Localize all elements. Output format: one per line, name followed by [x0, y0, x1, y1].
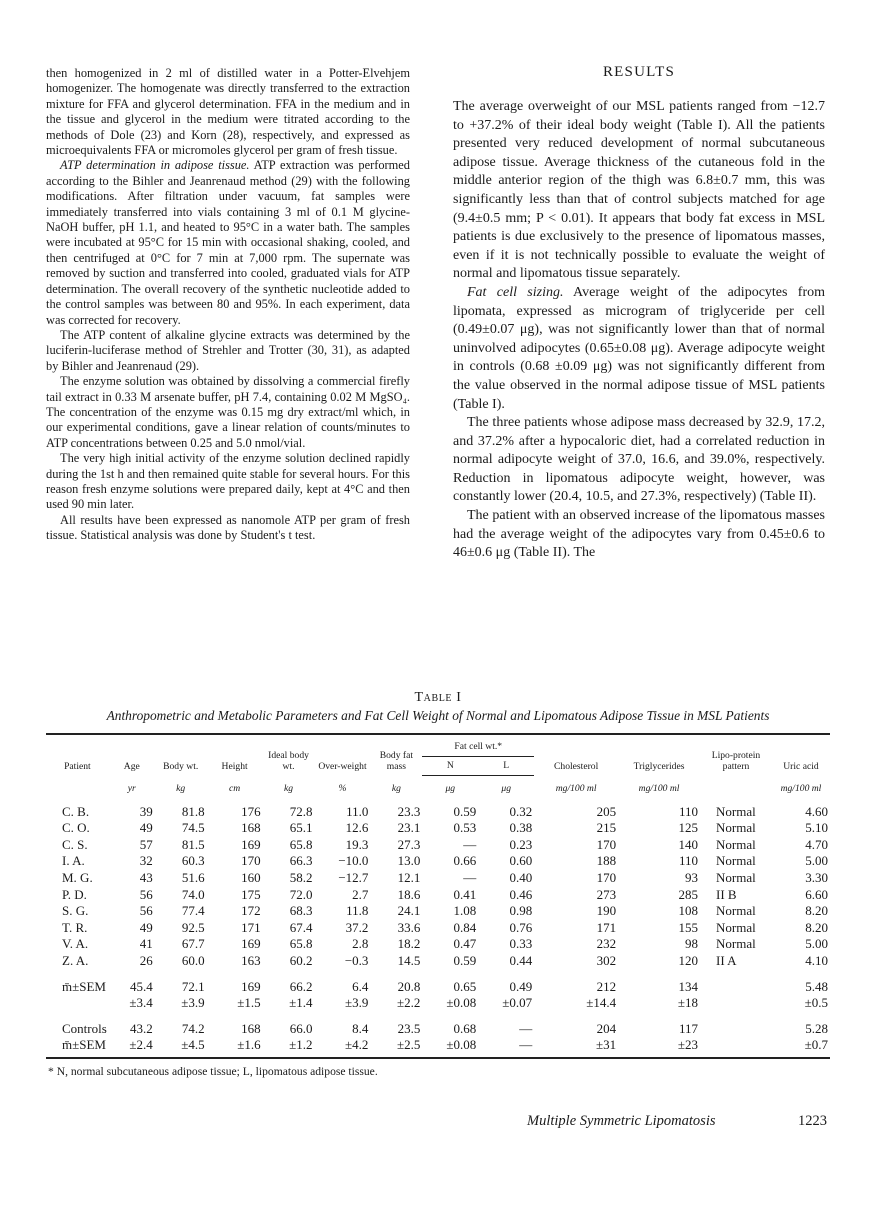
- table-cell: Z. A.: [62, 952, 89, 968]
- table-cell: ±0.5: [804, 995, 828, 1011]
- table-cell: 0.68: [453, 1020, 477, 1036]
- paragraph: [453, 284, 825, 414]
- paragraph-text: The ATP content of alkaline glycine extracts was determined by the luciferin-luciferase method of Strehler and Trotter (30, 31), as adapted by Bihler and Jeanrenaud (29).: [46, 327, 410, 373]
- table-cell: 163: [241, 952, 261, 968]
- table-cell: kg: [391, 782, 401, 794]
- table-cell: 4.60: [805, 803, 828, 819]
- col-header-body-wt: Body wt.: [155, 734, 207, 776]
- table-cell: 65.8: [289, 936, 313, 952]
- table-cell: 18.6: [397, 886, 421, 902]
- table-cell: T. R.: [62, 919, 88, 935]
- table-cell: ±2.2: [396, 995, 421, 1011]
- table-cell: ±3.9: [181, 995, 205, 1011]
- table-cell: 92.5: [181, 919, 205, 935]
- table-cell: Normal: [715, 803, 756, 819]
- table-row: [46, 936, 830, 953]
- table-cell: [46, 995, 109, 1012]
- col-header-n: N: [422, 757, 478, 776]
- paragraph-text: then homogenized in 2 ml of distilled water in a Potter-Elvehjem homogenizer. The homogenate was directly transferred to the extraction mixture for FFA and glycerol determination. FFA in the medium and in the tissue and glycerol in the medium were titrated according to the methods of Dole (23) and Korn (28), respectively, and expressed as microequivalents FFA or micromoles glycerol per gram of fresh tissue.: [46, 66, 410, 158]
- paragraph: [46, 328, 410, 374]
- results-body: [453, 98, 825, 563]
- table-cell: 81.5: [181, 836, 205, 852]
- table-cell: %: [338, 782, 347, 794]
- table-cell: 2.7: [352, 886, 369, 902]
- table-cell: 169: [241, 978, 261, 994]
- table-cell: 5.10: [805, 820, 828, 836]
- page-number: 1223: [798, 1113, 827, 1129]
- table-cell: 212: [596, 978, 617, 994]
- table-cell: 12.6: [345, 820, 369, 836]
- table-cell: Normal: [715, 853, 756, 869]
- table-cell: Normal: [715, 936, 756, 952]
- paragraph: [46, 158, 410, 327]
- table-cell: 8.20: [805, 919, 828, 935]
- table-cell: 60.3: [181, 853, 205, 869]
- table-cell: 98: [684, 936, 698, 952]
- table-cell: 1.08: [453, 903, 477, 919]
- table-cell: [700, 1037, 772, 1058]
- table-cell: 45.4: [129, 978, 153, 994]
- table-caption: Anthropometric and Metabolic Parameters and Fat Cell Weight of Normal and Lipomatous Adipose Tissue in MSL Patients: [106, 708, 770, 723]
- table-cell: Normal: [715, 836, 756, 852]
- table-cell: ±2.4: [109, 1037, 155, 1058]
- data-table: [46, 733, 830, 1059]
- table-cell: Normal: [715, 903, 756, 919]
- table-cell: 171: [241, 919, 261, 935]
- table-cell: 24.1: [397, 903, 421, 919]
- col-header-overweight: Over-weight: [315, 734, 371, 776]
- table-cell: 67.7: [181, 936, 205, 952]
- table-cell: 58.2: [289, 869, 313, 885]
- table-cell: 74.5: [181, 820, 205, 836]
- col-header-l: L: [478, 757, 534, 776]
- table-cell: 66.2: [289, 978, 313, 994]
- paragraph-text: The very high initial activity of the enzyme solution declined rapidly during the 1st h and then remained quite stable for several hours. For this reason fresh enzyme solutions were prepared daily, kept at 4°C and then used 90 min later.: [46, 451, 410, 512]
- table-cell: V. A.: [62, 936, 89, 952]
- table-cell: −12.7: [338, 869, 369, 885]
- table-cell: 0.66: [453, 853, 477, 869]
- col-header-cholesterol: Cholesterol: [534, 734, 618, 776]
- paragraph: [46, 451, 410, 513]
- table-cell: 110: [678, 853, 698, 869]
- table-cell: 0.49: [509, 978, 533, 994]
- table-cell: ±18: [677, 995, 698, 1011]
- table-cell: 215: [596, 820, 617, 836]
- table-cell: [46, 776, 109, 804]
- table-cell: cm: [229, 782, 241, 794]
- table-cell: 6.60: [805, 886, 828, 902]
- table-cell: —: [519, 1020, 533, 1036]
- table-cell: 232: [596, 936, 617, 952]
- table-cell: ±14.4: [586, 995, 617, 1011]
- table-cell: 20.8: [397, 978, 421, 994]
- table-cell: 65.1: [289, 820, 313, 836]
- table-cell: 188: [596, 853, 617, 869]
- table-cell: 108: [678, 903, 698, 919]
- table-cell: ±0.08: [422, 1037, 478, 1058]
- table-row: [46, 953, 830, 970]
- running-footer: [527, 1113, 827, 1130]
- table-cell: 66.3: [289, 853, 313, 869]
- table-cell: m̄±SEM: [62, 978, 106, 994]
- table-cell: 4.10: [805, 952, 828, 968]
- table-cell: 0.41: [453, 886, 477, 902]
- col-header-patient: Patient: [46, 734, 109, 776]
- table-cell: 23.3: [397, 803, 421, 819]
- table-cell: ±4.2: [315, 1037, 371, 1058]
- table-cell: 32: [139, 853, 153, 869]
- paragraph-text: Average weight of the adipocytes from lipomata, expressed as microgram of triglyceride per cell (0.49±0.07 μg), was not significantly lower than that of normal uninvolved adipocytes (0.65±0.08 μg). Average adipocyte weight in controls (0.68 ±0.09 μg) was not significantly different from the value observed in the normal adipose tissue of MSL patients (Table I).: [453, 284, 825, 412]
- table-cell: 0.38: [509, 820, 533, 836]
- table-cell: 176: [241, 803, 261, 819]
- table-cell: 74.0: [181, 886, 205, 902]
- table-cell: 11.8: [346, 903, 369, 919]
- table-1: [46, 690, 830, 1078]
- table-cell: 27.3: [397, 836, 421, 852]
- table-row: [46, 870, 830, 887]
- table-cell: 5.48: [805, 978, 828, 994]
- table-cell: 33.6: [397, 919, 421, 935]
- table-cell: 39: [139, 803, 153, 819]
- table-cell: —: [463, 836, 477, 852]
- table-cell: 0.76: [509, 919, 533, 935]
- table-cell: yr: [127, 782, 136, 794]
- table-cell: 4.70: [805, 836, 828, 852]
- table-cell: 302: [596, 952, 617, 968]
- table-cell: 43: [139, 869, 153, 885]
- col-header-body-fat-mass: Body fat mass: [370, 734, 422, 776]
- table-cell: II B: [715, 886, 737, 902]
- table-cell: 0.60: [509, 853, 533, 869]
- table-cell: 169: [241, 836, 261, 852]
- right-column: [453, 66, 825, 563]
- table-cell: 134: [678, 978, 698, 994]
- table-row: [46, 837, 830, 854]
- table-cell: ±1.2: [263, 1037, 315, 1058]
- table-cell: 175: [241, 886, 261, 902]
- table-cell: M. G.: [62, 869, 93, 885]
- col-header-triglycerides: Triglycerides: [618, 734, 700, 776]
- table-cell: C. S.: [62, 836, 88, 852]
- table-cell: 170: [241, 853, 261, 869]
- table-cell: 68.3: [289, 903, 313, 919]
- table-cell: 0.84: [453, 919, 477, 935]
- table-cell: ±3.4: [129, 995, 153, 1011]
- table-cell: 110: [678, 803, 698, 819]
- table-cell: 0.23: [509, 836, 533, 852]
- table-cell: kg: [284, 782, 294, 794]
- table-cell: —: [463, 869, 477, 885]
- table-cell: 171: [596, 919, 617, 935]
- paragraph: [46, 374, 410, 451]
- paragraph-text: The enzyme solution was obtained by dissolving a commercial firefly tail extract in 0.33 M arsenate buffer, pH 7.4, containing 0.02 M MgSO₄. The concentration of the enzyme was 0.15 mg dry extract/ml which, in our experimental conditions, gave a linear relation of counts/minutes to ATP concentrations between 0.25 and 5.0 nmol/vial.: [46, 374, 410, 450]
- table-cell: —: [478, 1037, 534, 1058]
- table-cell: 72.8: [289, 803, 313, 819]
- paragraph: [453, 507, 825, 563]
- col-header-lipoprotein: Lipo-protein pattern: [700, 734, 772, 776]
- run-in-heading: ATP determination in adipose tissue.: [60, 158, 250, 173]
- table-cell: ±1.5: [237, 995, 261, 1011]
- table-cell: 5.28: [805, 1020, 828, 1036]
- table-cell: 13.0: [397, 853, 421, 869]
- table-cell: 23.1: [397, 820, 421, 836]
- paragraph-text: All results have been expressed as nanomole ATP per gram of fresh tissue. Statistical analysis was done by Student's t test.: [46, 512, 410, 543]
- table-cell: 172: [241, 903, 261, 919]
- table-cell: 37.2: [345, 919, 369, 935]
- table-cell: 23.5: [397, 1020, 421, 1036]
- table-cell: 3.30: [805, 869, 828, 885]
- table-cell: Normal: [715, 820, 756, 836]
- table-cell: 60.0: [181, 952, 205, 968]
- col-group-fat-cell-wt: Fat cell wt.*: [422, 734, 534, 757]
- col-header-age: Age: [109, 734, 155, 776]
- table-cell: ±0.07: [502, 995, 533, 1011]
- table-cell: 72.1: [181, 978, 205, 994]
- table-cell: 19.3: [345, 836, 369, 852]
- table-cell: 6.4: [352, 978, 369, 994]
- table-cell: μg: [445, 783, 456, 794]
- table-row: [46, 920, 830, 937]
- paragraph-text: ATP extraction was performed according to the Bihler and Jeanrenaud method (29) with the following modifications. After filtration under vacuum, fat samples were immediately transferred into vials containing 3 ml of 0.1 M glycine-NaOH buffer, pH 1.1, and heated to 95°C in a water bath. The samples were incubated at 95°C for 15 min with occasional shaking, cooled, and then centrifuged at 0°C for 7 min at 7,000 rpm. The supernate was removed by suction and transferred into cooled, graduated vials for ATP determination. The overall recovery of the synthetic nucleotide added to the control samples was between 80 and 95%. In each experiment, data was corrected for recovery.: [46, 158, 410, 327]
- col-header-height: Height: [207, 734, 263, 776]
- run-in-heading: Fat cell sizing.: [467, 284, 564, 300]
- table-cell: 14.5: [397, 952, 421, 968]
- table-cell: II A: [715, 952, 737, 968]
- paragraph-text: The patient with an observed increase of the lipomatous masses had the average weight of the adipocytes vary from 0.45±0.6 to 46±0.6 μg (Table II). The: [453, 508, 825, 561]
- table-cell: 51.6: [181, 869, 205, 885]
- table-cell: 0.44: [509, 952, 533, 968]
- paragraph-text: The three patients whose adipose mass decreased by 32.9, 17.2, and 37.2% after a hypocaloric diet, had a correlated reduction in normal adipocyte weight of 37.0, 16.6, and 39.0%, respectively. Reduction in lipomatous adipocyte weight, however, was constantly lower (20.4, 10.5, and 27.3%, respectively) (Table II).: [453, 415, 825, 505]
- table-row: [46, 820, 830, 837]
- table-cell: 205: [596, 803, 617, 819]
- table-cell: 2.8: [352, 936, 369, 952]
- table-cell: −10.0: [338, 853, 369, 869]
- table-cell: 5.00: [805, 853, 828, 869]
- table-cell: 8.20: [805, 903, 828, 919]
- table-cell: 160: [241, 869, 261, 885]
- table-cell: 56: [139, 886, 153, 902]
- table-cell: [700, 1012, 772, 1038]
- table-cell: 41: [139, 936, 153, 952]
- table-cell: [700, 776, 772, 804]
- units-row: [46, 776, 830, 804]
- table-cell: S. G.: [62, 903, 89, 919]
- table-cell: 0.40: [509, 869, 533, 885]
- table-cell: 18.2: [397, 936, 421, 952]
- table-cell: 0.65: [453, 978, 477, 994]
- table-cell: 0.59: [453, 803, 477, 819]
- table-cell: ±0.7: [772, 1037, 830, 1058]
- table-cell: 0.32: [509, 803, 533, 819]
- table-row: [46, 804, 830, 821]
- table-cell: [700, 995, 772, 1012]
- table-cell: 120: [678, 952, 698, 968]
- table-cell: 49: [139, 820, 153, 836]
- summary-row: [46, 995, 830, 1012]
- table-row: [46, 853, 830, 870]
- section-heading-results: RESULTS: [602, 64, 676, 80]
- summary-row: [46, 1012, 830, 1038]
- table-cell: 0.98: [509, 903, 533, 919]
- table-cell: mg/100 ml: [555, 782, 597, 794]
- col-header-uric-acid: Uric acid: [772, 734, 830, 776]
- table-cell: 204: [596, 1020, 617, 1036]
- table-cell: 0.33: [509, 936, 533, 952]
- paragraph: [453, 414, 825, 507]
- table-cell: ±23: [618, 1037, 700, 1058]
- table-cell: 190: [596, 903, 617, 919]
- table-footnote: * N, normal subcutaneous adipose tissue; L, lipomatous adipose tissue.: [48, 1064, 378, 1078]
- table-label-text: Table I: [414, 690, 462, 705]
- paragraph-text: The average overweight of our MSL patients ranged from −12.7 to +37.2% of their ideal body weight (Table I). All the patients presented very reduced development of normal subcutaneous adipose tissue. Average thickness of the cutaneous fold in the middle anterior region of the thigh was 6.8±0.7 mm, this was significantly less than that of control subjects matched for age (9.4±0.5 mm; P < 0.01). It appears that body fat excess in MSL patients is due exclusively to the presence of lipomatous masses, even if it is not technically possible to evaluate the weight of normal and lipomatous tissue separately.: [453, 99, 825, 282]
- table-row: [46, 903, 830, 920]
- table-cell: 273: [596, 886, 617, 902]
- table-cell: 0.53: [453, 820, 477, 836]
- table-cell: kg: [176, 782, 186, 794]
- table-cell: 169: [241, 936, 261, 952]
- table-cell: ±1.6: [207, 1037, 263, 1058]
- table-cell: 26: [139, 952, 153, 968]
- table-cell: 0.59: [453, 952, 477, 968]
- table-cell: 57: [139, 836, 153, 852]
- table-cell: 0.47: [453, 936, 477, 952]
- table-cell: 12.1: [397, 869, 421, 885]
- table-cell: ±31: [534, 1037, 618, 1058]
- table-cell: 117: [678, 1020, 698, 1036]
- table-cell: μg: [501, 783, 512, 794]
- table-cell: 66.0: [289, 1020, 313, 1036]
- table-cell: 125: [678, 820, 698, 836]
- table-cell: 81.8: [181, 803, 205, 819]
- running-title: Multiple Symmetric Lipomatosis: [527, 1113, 716, 1129]
- table-cell: [700, 970, 772, 996]
- table-cell: C. B.: [62, 803, 90, 819]
- table-cell: 74.2: [181, 1020, 205, 1036]
- table-cell: 60.2: [289, 952, 313, 968]
- table-cell: P. D.: [62, 886, 87, 902]
- table-label: [46, 690, 830, 706]
- table-cell: 0.46: [509, 886, 533, 902]
- table-cell: mg/100 ml: [638, 782, 680, 794]
- table-cell: 77.4: [181, 903, 205, 919]
- table-cell: 8.4: [352, 1020, 369, 1036]
- table-cell: 168: [241, 1020, 261, 1036]
- col-header-ideal-body-wt: Ideal body wt.: [263, 734, 315, 776]
- table-cell: m̄±SEM: [46, 1037, 109, 1058]
- table-cell: mg/100 ml: [780, 782, 822, 794]
- table-cell: 93: [684, 869, 698, 885]
- paragraph: [46, 66, 410, 158]
- table-cell: 168: [241, 820, 261, 836]
- table-cell: ±3.9: [345, 995, 369, 1011]
- table-row: [46, 887, 830, 904]
- summary-row: [46, 1037, 830, 1058]
- table-cell: 67.4: [289, 919, 313, 935]
- table-cell: C. O.: [62, 820, 90, 836]
- table-cell: 49: [139, 919, 153, 935]
- table-cell: Normal: [715, 869, 756, 885]
- paragraph: [46, 513, 410, 544]
- table-cell: ±1.4: [289, 995, 313, 1011]
- table-cell: 43.2: [129, 1020, 153, 1036]
- table-cell: 155: [678, 919, 698, 935]
- table-cell: −0.3: [344, 952, 369, 968]
- table-cell: 170: [596, 869, 617, 885]
- table-cell: 72.0: [289, 886, 313, 902]
- table-cell: ±4.5: [155, 1037, 207, 1058]
- table-cell: 11.0: [346, 803, 369, 819]
- table-cell: ±0.08: [446, 995, 477, 1011]
- table-cell: 285: [678, 886, 698, 902]
- table-cell: I. A.: [62, 853, 85, 869]
- table-cell: Controls: [62, 1020, 107, 1036]
- paragraph: [453, 98, 825, 284]
- summary-row: [46, 970, 830, 996]
- table-cell: Normal: [715, 919, 756, 935]
- table-cell: 65.8: [289, 836, 313, 852]
- table-cell: ±2.5: [370, 1037, 422, 1058]
- table-cell: 140: [678, 836, 698, 852]
- table-cell: 56: [139, 903, 153, 919]
- left-column: [46, 66, 410, 544]
- table-cell: 170: [596, 836, 617, 852]
- table-cell: 5.00: [805, 936, 828, 952]
